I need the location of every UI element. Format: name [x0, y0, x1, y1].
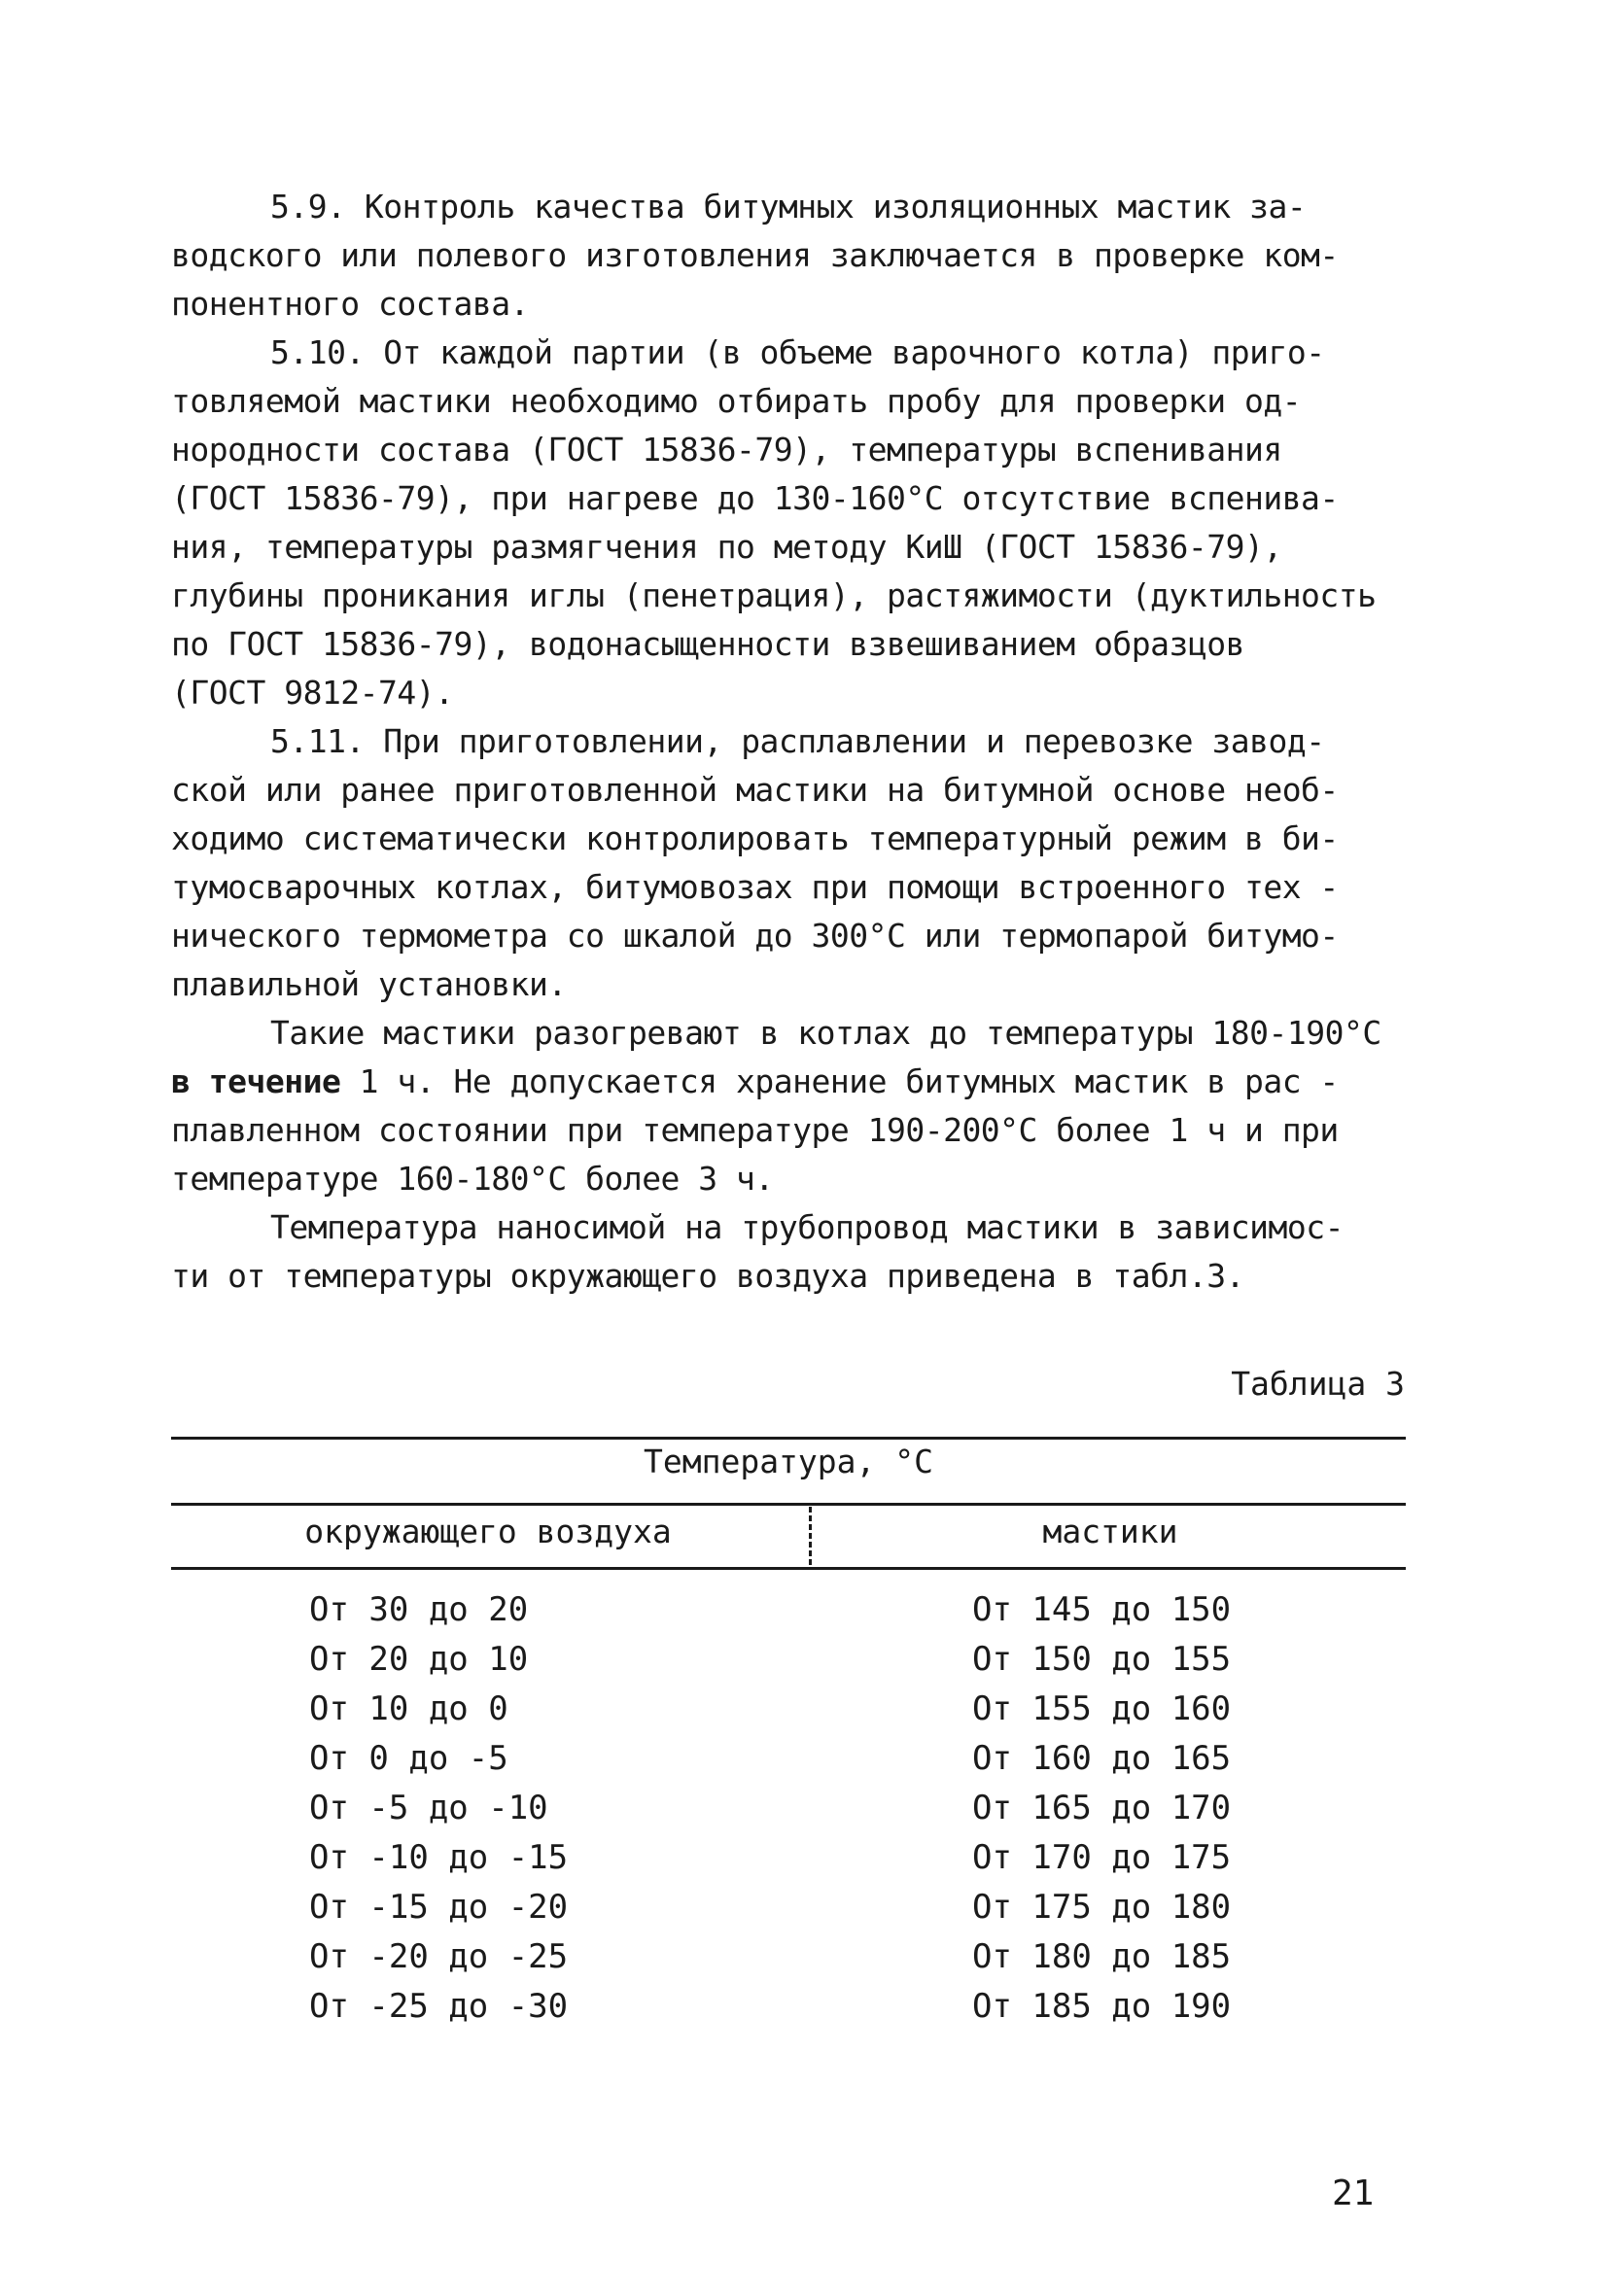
paragraph-5-11-line: ской или ранее приготовленной мастики на битумной основе необ- — [171, 771, 1339, 809]
paragraph-5-10-line: (ГОСТ 9812-74). — [171, 674, 454, 712]
paragraph-5-10-line: нородности состава (ГОСТ 15836-79), температуры вспенивания — [171, 431, 1282, 469]
cell-mastic-temp: От 170 до 175 — [972, 1838, 1232, 1877]
paragraph-5-10-line: 5.10. От каждой партии (в объеме варочного котла) приго- — [270, 333, 1325, 371]
paragraph-5-9-line: водского или полевого изготовления заключается в проверке ком- — [171, 236, 1339, 274]
emphasis-text: в течение — [171, 1062, 341, 1100]
paragraph-5-11-line: 5.11. При приготовлении, расплавлении и перевозке завод- — [270, 722, 1325, 760]
cell-air-temp: От -10 до -15 — [309, 1838, 569, 1877]
table-row — [0, 1987, 1607, 2036]
cell-mastic-temp: От 180 до 185 — [972, 1937, 1232, 1976]
cell-air-temp: От -25 до -30 — [309, 1987, 569, 2026]
paragraph-5-11-line: плавильной установки. — [171, 965, 567, 1003]
table-row — [0, 1689, 1607, 1739]
table-row — [0, 1937, 1607, 1987]
cell-air-temp: От 10 до 0 — [309, 1689, 508, 1728]
table-row — [0, 1640, 1607, 1689]
cell-air-temp: От -5 до -10 — [309, 1789, 548, 1827]
table-row — [0, 1590, 1607, 1640]
paragraph-heating-line: Такие мастики разогревают в котлах до температуры 180-190°С — [270, 1014, 1381, 1052]
paragraph-heating-line: плавленном состоянии при температуре 190-200°С более 1 ч и при — [171, 1111, 1339, 1149]
cell-mastic-temp: От 145 до 150 — [972, 1590, 1232, 1629]
cell-air-temp: От -15 до -20 — [309, 1888, 569, 1927]
paragraph-5-10-line: глубины проникания иглы (пенетрация), растяжимости (дуктильность — [171, 576, 1377, 614]
body-text — [171, 183, 1454, 1301]
cell-air-temp: От 30 до 20 — [309, 1590, 529, 1629]
cell-mastic-temp: От 150 до 155 — [972, 1640, 1232, 1679]
table-row — [0, 1789, 1607, 1838]
paragraph-heating-line — [171, 1058, 1454, 1106]
cell-air-temp: От 0 до -5 — [309, 1739, 508, 1778]
paragraph-5-10-line: по ГОСТ 15836-79), водонасыщенности взвешиванием образцов — [171, 625, 1244, 663]
cell-air-temp: От 20 до 10 — [309, 1640, 529, 1679]
paragraph-temperature-line: ти от температуры окружающего воздуха приведена в табл.3. — [171, 1257, 1244, 1295]
table-header-main: Температура, °С — [643, 1443, 933, 1480]
paragraph-5-10-line: ния, температуры размягчения по методу КиШ (ГОСТ 15836-79), — [171, 528, 1282, 566]
table-mid-rule — [171, 1503, 1406, 1506]
paragraph-heating-line: температуре 160-180°С более 3 ч. — [171, 1160, 774, 1198]
cell-mastic-temp: От 175 до 180 — [972, 1888, 1232, 1927]
cell-mastic-temp: От 155 до 160 — [972, 1689, 1232, 1728]
paragraph-5-9-line: 5.9. Контроль качества битумных изоляционных мастик за- — [270, 188, 1307, 226]
paragraph-5-9-line: понентного состава. — [171, 285, 529, 323]
table-row — [0, 1838, 1607, 1888]
table-row — [0, 1739, 1607, 1789]
table-body — [0, 1590, 1607, 2036]
paragraph-5-11-line: ходимо систематически контролировать температурный режим в би- — [171, 819, 1339, 857]
paragraph-5-10-line: (ГОСТ 15836-79), при нагреве до 130-160°С отсутствие вспенива- — [171, 479, 1339, 517]
paragraph-heating-text: 1 ч. Не допускается хранение битумных мастик в рас - — [340, 1062, 1339, 1100]
paragraph-5-11-line: тумосварочных котлах, битумовозах при помощи встроенного тех - — [171, 868, 1339, 906]
table-header-air: окружающего воздуха — [304, 1513, 672, 1550]
page-number: 21 — [1332, 2174, 1375, 2213]
table-caption: Таблица 3 — [1231, 1365, 1405, 1403]
cell-mastic-temp: От 165 до 170 — [972, 1789, 1232, 1827]
paragraph-5-10-line: товляемой мастики необходимо отбирать пробу для проверки од- — [171, 382, 1302, 420]
cell-mastic-temp: От 185 до 190 — [972, 1987, 1232, 2026]
paragraph-5-11-line: нического термометра со шкалой до 300°С или термопарой битумо- — [171, 917, 1339, 955]
table-top-rule — [171, 1437, 1406, 1440]
cell-mastic-temp: От 160 до 165 — [972, 1739, 1232, 1778]
table-header-mastic: мастики — [1042, 1513, 1178, 1550]
cell-air-temp: От -20 до -25 — [309, 1937, 569, 1976]
paragraph-temperature-line: Температура наносимой на трубопровод мастики в зависимос- — [270, 1208, 1344, 1246]
table-row — [0, 1888, 1607, 1937]
table-header-bottom-rule — [171, 1567, 1406, 1570]
